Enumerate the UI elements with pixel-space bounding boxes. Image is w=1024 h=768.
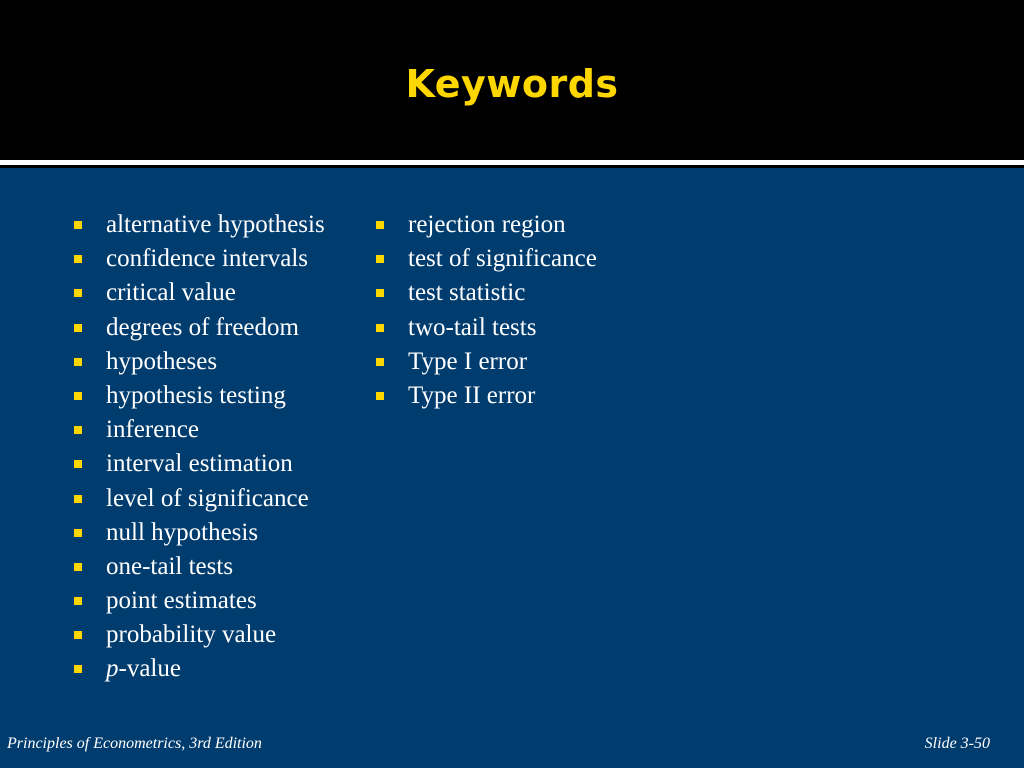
square-bullet-icon [74, 255, 82, 263]
keyword-item [374, 208, 597, 242]
keyword-list-left [72, 208, 325, 687]
keyword-text: one-tail tests [106, 552, 234, 580]
square-bullet-icon [74, 289, 82, 297]
keyword-text: interval estimation [106, 450, 293, 478]
square-bullet-icon [74, 597, 82, 605]
keyword-text: Type II error [408, 381, 536, 409]
square-bullet-icon [74, 529, 82, 537]
square-bullet-icon [74, 324, 82, 332]
title-divider-shadow [0, 165, 1024, 168]
keyword-text: probability value [106, 621, 277, 649]
keyword-item [72, 584, 325, 618]
keyword-text: alternative hypothesis [106, 211, 325, 238]
keyword-text: Type I error [408, 347, 528, 375]
keyword-item [72, 618, 325, 652]
keyword-text: level of significance [106, 484, 309, 512]
square-bullet-icon [74, 665, 82, 673]
keyword-item [374, 242, 597, 276]
keyword-item [72, 208, 325, 242]
keyword-item [72, 276, 325, 310]
square-bullet-icon [74, 426, 82, 434]
keyword-text: hypothesis testing [106, 381, 286, 409]
square-bullet-icon [74, 460, 82, 468]
keyword-text: test statistic [408, 279, 526, 307]
square-bullet-icon [74, 221, 82, 229]
square-bullet-icon [376, 221, 384, 229]
square-bullet-icon [376, 358, 384, 366]
keyword-item [374, 311, 597, 345]
square-bullet-icon [74, 563, 82, 571]
square-bullet-icon [74, 495, 82, 503]
keyword-item [72, 413, 325, 447]
keyword-text: rejection region [408, 211, 566, 238]
square-bullet-icon [376, 324, 384, 332]
keyword-item [72, 482, 325, 516]
keyword-item [374, 276, 597, 310]
square-bullet-icon [74, 392, 82, 400]
keyword-item [72, 447, 325, 481]
keyword-item [374, 345, 597, 379]
keyword-item [374, 379, 597, 413]
keyword-item [72, 311, 325, 345]
keyword-text: hypotheses [106, 347, 218, 375]
keyword-text: point estimates [106, 587, 257, 615]
keyword-text: two-tail tests [408, 313, 537, 341]
slide-title: Keywords [405, 62, 619, 106]
keyword-item [72, 242, 325, 276]
square-bullet-icon [74, 358, 82, 366]
keyword-text: inference [106, 416, 199, 444]
square-bullet-icon [376, 289, 384, 297]
keyword-item [72, 516, 325, 550]
footer-book-title: Principles of Econometrics, 3rd Edition [7, 735, 262, 752]
keyword-text: test of significance [408, 245, 597, 273]
keyword-item [72, 345, 325, 379]
square-bullet-icon [376, 255, 384, 263]
keyword-text: degrees of freedom [106, 313, 299, 341]
keyword-italic-part: p [106, 655, 119, 683]
keyword-text: critical value [106, 279, 236, 307]
keyword-text-rest: -value [118, 655, 181, 683]
keyword-item [72, 379, 325, 413]
footer-slide-number: Slide 3-50 [924, 735, 990, 752]
keyword-list-right [374, 208, 597, 413]
keyword-text: null hypothesis [106, 518, 259, 546]
square-bullet-icon [376, 392, 384, 400]
keyword-item [72, 652, 325, 686]
keyword-text: confidence intervals [106, 245, 308, 273]
square-bullet-icon [74, 631, 82, 639]
keyword-item [72, 550, 325, 584]
